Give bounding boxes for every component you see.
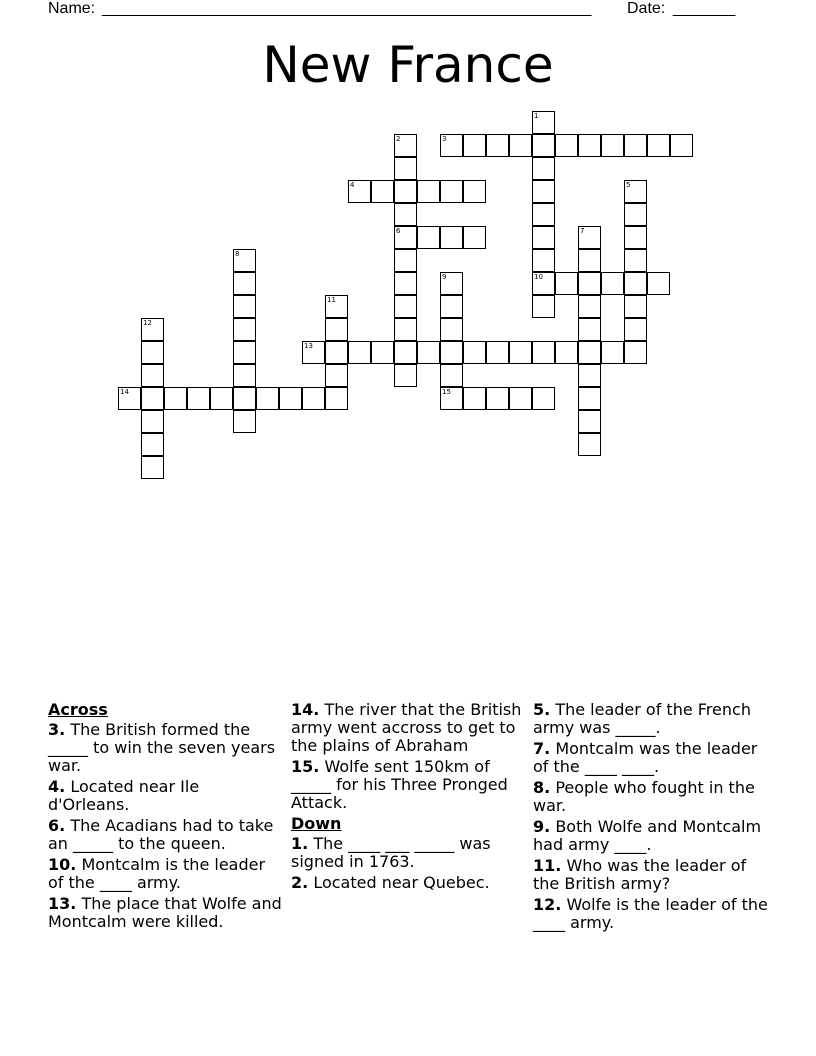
grid-cell[interactable] xyxy=(532,341,555,364)
grid-cell[interactable] xyxy=(394,157,417,180)
date-label: Date: xyxy=(627,0,666,17)
clue-down-7: 7. Montcalm was the leader of the ____ ____. xyxy=(533,739,758,776)
grid-cell[interactable] xyxy=(578,341,601,364)
grid-cell[interactable] xyxy=(371,180,394,203)
grid-cell[interactable] xyxy=(486,387,509,410)
clue-number: 3 xyxy=(442,135,447,143)
clue-number: 4 xyxy=(350,181,355,189)
grid-cell[interactable] xyxy=(325,295,348,318)
grid-cell[interactable] xyxy=(371,341,394,364)
clue-across-6: 6. The Acadians had to take an _____ to the queen. xyxy=(48,816,274,853)
across-heading: Across xyxy=(48,700,108,719)
clue-number: 12 xyxy=(143,319,152,327)
grid-cell[interactable] xyxy=(210,387,233,410)
grid-cell[interactable] xyxy=(555,134,578,157)
grid-cell[interactable] xyxy=(394,364,417,387)
clue-column-1 xyxy=(48,701,284,934)
clue-column-2 xyxy=(291,701,527,895)
grid-cell[interactable] xyxy=(164,387,187,410)
grid-cell[interactable] xyxy=(440,341,463,364)
grid-cell[interactable] xyxy=(624,318,647,341)
clue-down-8: 8. People who fought in the war. xyxy=(533,778,755,815)
grid-cell[interactable] xyxy=(233,364,256,387)
grid-cell[interactable] xyxy=(325,387,348,410)
clue-number: 1 xyxy=(534,112,539,120)
grid-cell[interactable] xyxy=(417,341,440,364)
grid-cell[interactable] xyxy=(141,318,164,341)
grid-cell[interactable] xyxy=(532,111,555,134)
grid-cell[interactable] xyxy=(624,134,647,157)
grid-cell[interactable] xyxy=(463,341,486,364)
grid-cell[interactable] xyxy=(394,295,417,318)
grid-cell[interactable] xyxy=(624,226,647,249)
down-heading: Down xyxy=(291,814,342,833)
clue-across-3: 3. The British formed the _____ to win the seven years war. xyxy=(48,720,276,775)
clue-number: 2 xyxy=(396,135,401,143)
name-line[interactable]: _______________________________________________________ xyxy=(102,0,592,17)
grid-cell[interactable] xyxy=(440,387,463,410)
grid-cell[interactable] xyxy=(348,180,371,203)
grid-cell[interactable] xyxy=(394,249,417,272)
grid-cell[interactable] xyxy=(670,134,693,157)
grid-cell[interactable] xyxy=(532,203,555,226)
date-line[interactable]: _______ xyxy=(673,0,736,17)
grid-cell[interactable] xyxy=(601,272,624,295)
grid-cell[interactable] xyxy=(578,410,601,433)
grid-cell[interactable] xyxy=(647,134,670,157)
grid-cell[interactable] xyxy=(187,387,210,410)
grid-cell[interactable] xyxy=(486,341,509,364)
grid-cell[interactable] xyxy=(532,180,555,203)
grid-cell[interactable] xyxy=(141,433,164,456)
grid-cell[interactable] xyxy=(624,272,647,295)
clue-number: 11 xyxy=(327,296,336,304)
grid-cell[interactable] xyxy=(440,134,463,157)
grid-cell[interactable] xyxy=(624,203,647,226)
grid-cell[interactable] xyxy=(141,387,164,410)
grid-cell[interactable] xyxy=(509,134,532,157)
grid-cell[interactable] xyxy=(256,387,279,410)
clue-number: 13 xyxy=(304,342,313,350)
grid-cell[interactable] xyxy=(532,134,555,157)
grid-cell[interactable] xyxy=(233,249,256,272)
grid-cell[interactable] xyxy=(233,387,256,410)
grid-cell[interactable] xyxy=(394,203,417,226)
clue-across-14: 14. The river that the British army went accross to get to the plains of Abraham xyxy=(291,700,522,755)
grid-cell[interactable] xyxy=(578,226,601,249)
clue-down-12: 12. Wolfe is the leader of the ____ army. xyxy=(533,895,768,932)
clue-down-9: 9. Both Wolfe and Montcalm had army ____. xyxy=(533,817,762,854)
grid-cell[interactable] xyxy=(624,295,647,318)
grid-cell[interactable] xyxy=(394,226,417,249)
grid-cell[interactable] xyxy=(118,387,141,410)
clue-number: 14 xyxy=(120,388,129,396)
grid-cell[interactable] xyxy=(394,180,417,203)
grid-cell[interactable] xyxy=(463,226,486,249)
grid-cell[interactable] xyxy=(532,295,555,318)
clue-down-1: 1. The ____ ___ _____ was signed in 1763. xyxy=(291,834,491,871)
page-title: New France xyxy=(262,36,554,94)
grid-cell[interactable] xyxy=(555,341,578,364)
grid-cell[interactable] xyxy=(141,456,164,479)
grid-cell[interactable] xyxy=(601,341,624,364)
grid-cell[interactable] xyxy=(509,341,532,364)
grid-cell[interactable] xyxy=(440,318,463,341)
grid-cell[interactable] xyxy=(233,410,256,433)
clue-down-11: 11. Who was the leader of the British army? xyxy=(533,856,747,893)
grid-cell[interactable] xyxy=(302,387,325,410)
grid-cell[interactable] xyxy=(578,364,601,387)
grid-cell[interactable] xyxy=(279,387,302,410)
grid-cell[interactable] xyxy=(578,295,601,318)
grid-cell[interactable] xyxy=(578,249,601,272)
clue-across-10: 10. Montcalm is the leader of the ____ army. xyxy=(48,855,266,892)
grid-cell[interactable] xyxy=(233,341,256,364)
crossword-grid xyxy=(0,0,816,500)
clue-number: 5 xyxy=(626,181,631,189)
grid-cell[interactable] xyxy=(624,249,647,272)
grid-cell[interactable] xyxy=(440,272,463,295)
grid-cell[interactable] xyxy=(486,134,509,157)
clue-number: 10 xyxy=(534,273,543,281)
name-label: Name: xyxy=(48,0,96,17)
grid-cell[interactable] xyxy=(325,318,348,341)
clue-number: 7 xyxy=(580,227,585,235)
grid-cell[interactable] xyxy=(141,341,164,364)
grid-cell[interactable] xyxy=(624,180,647,203)
grid-cell[interactable] xyxy=(578,134,601,157)
grid-cell[interactable] xyxy=(463,387,486,410)
grid-cell[interactable] xyxy=(141,364,164,387)
grid-cell[interactable] xyxy=(233,272,256,295)
grid-cell[interactable] xyxy=(325,341,348,364)
grid-cell[interactable] xyxy=(440,364,463,387)
grid-cell[interactable] xyxy=(624,341,647,364)
grid-cell[interactable] xyxy=(532,272,555,295)
clue-across-13: 13. The place that Wolfe and Montcalm were killed. xyxy=(48,894,282,931)
grid-cell[interactable] xyxy=(233,318,256,341)
grid-cell[interactable] xyxy=(394,341,417,364)
grid-cell[interactable] xyxy=(601,134,624,157)
clue-down-5: 5. The leader of the French army was _____. xyxy=(533,700,751,737)
clue-across-4: 4. Located near Ile d'Orleans. xyxy=(48,777,200,814)
grid-cell[interactable] xyxy=(394,134,417,157)
grid-cell[interactable] xyxy=(532,157,555,180)
clue-across-15: 15. Wolfe sent 150km of _____ for his Three Pronged Attack. xyxy=(291,757,508,812)
grid-cell[interactable] xyxy=(394,272,417,295)
grid-cell[interactable] xyxy=(348,341,371,364)
clue-number: 6 xyxy=(396,227,401,235)
grid-cell[interactable] xyxy=(141,410,164,433)
grid-cell[interactable] xyxy=(555,272,578,295)
clue-number: 8 xyxy=(235,250,240,258)
grid-cell[interactable] xyxy=(532,249,555,272)
clue-down-2: 2. Located near Quebec. xyxy=(291,873,490,892)
grid-cell[interactable] xyxy=(509,387,532,410)
grid-cell[interactable] xyxy=(578,433,601,456)
grid-cell[interactable] xyxy=(233,295,256,318)
grid-cell[interactable] xyxy=(532,387,555,410)
grid-cell[interactable] xyxy=(532,226,555,249)
grid-cell[interactable] xyxy=(417,180,440,203)
grid-cell[interactable] xyxy=(463,180,486,203)
grid-cell[interactable] xyxy=(417,226,440,249)
grid-cell[interactable] xyxy=(440,180,463,203)
grid-cell[interactable] xyxy=(325,364,348,387)
grid-cell[interactable] xyxy=(394,318,417,341)
clue-number: 9 xyxy=(442,273,447,281)
grid-cell[interactable] xyxy=(578,318,601,341)
clue-number: 15 xyxy=(442,388,451,396)
grid-cell[interactable] xyxy=(440,226,463,249)
grid-cell[interactable] xyxy=(647,272,670,295)
grid-cell[interactable] xyxy=(440,295,463,318)
grid-cell[interactable] xyxy=(578,387,601,410)
grid-cell[interactable] xyxy=(463,134,486,157)
clue-column-3 xyxy=(533,701,769,935)
grid-cell[interactable] xyxy=(302,341,325,364)
grid-cell[interactable] xyxy=(578,272,601,295)
